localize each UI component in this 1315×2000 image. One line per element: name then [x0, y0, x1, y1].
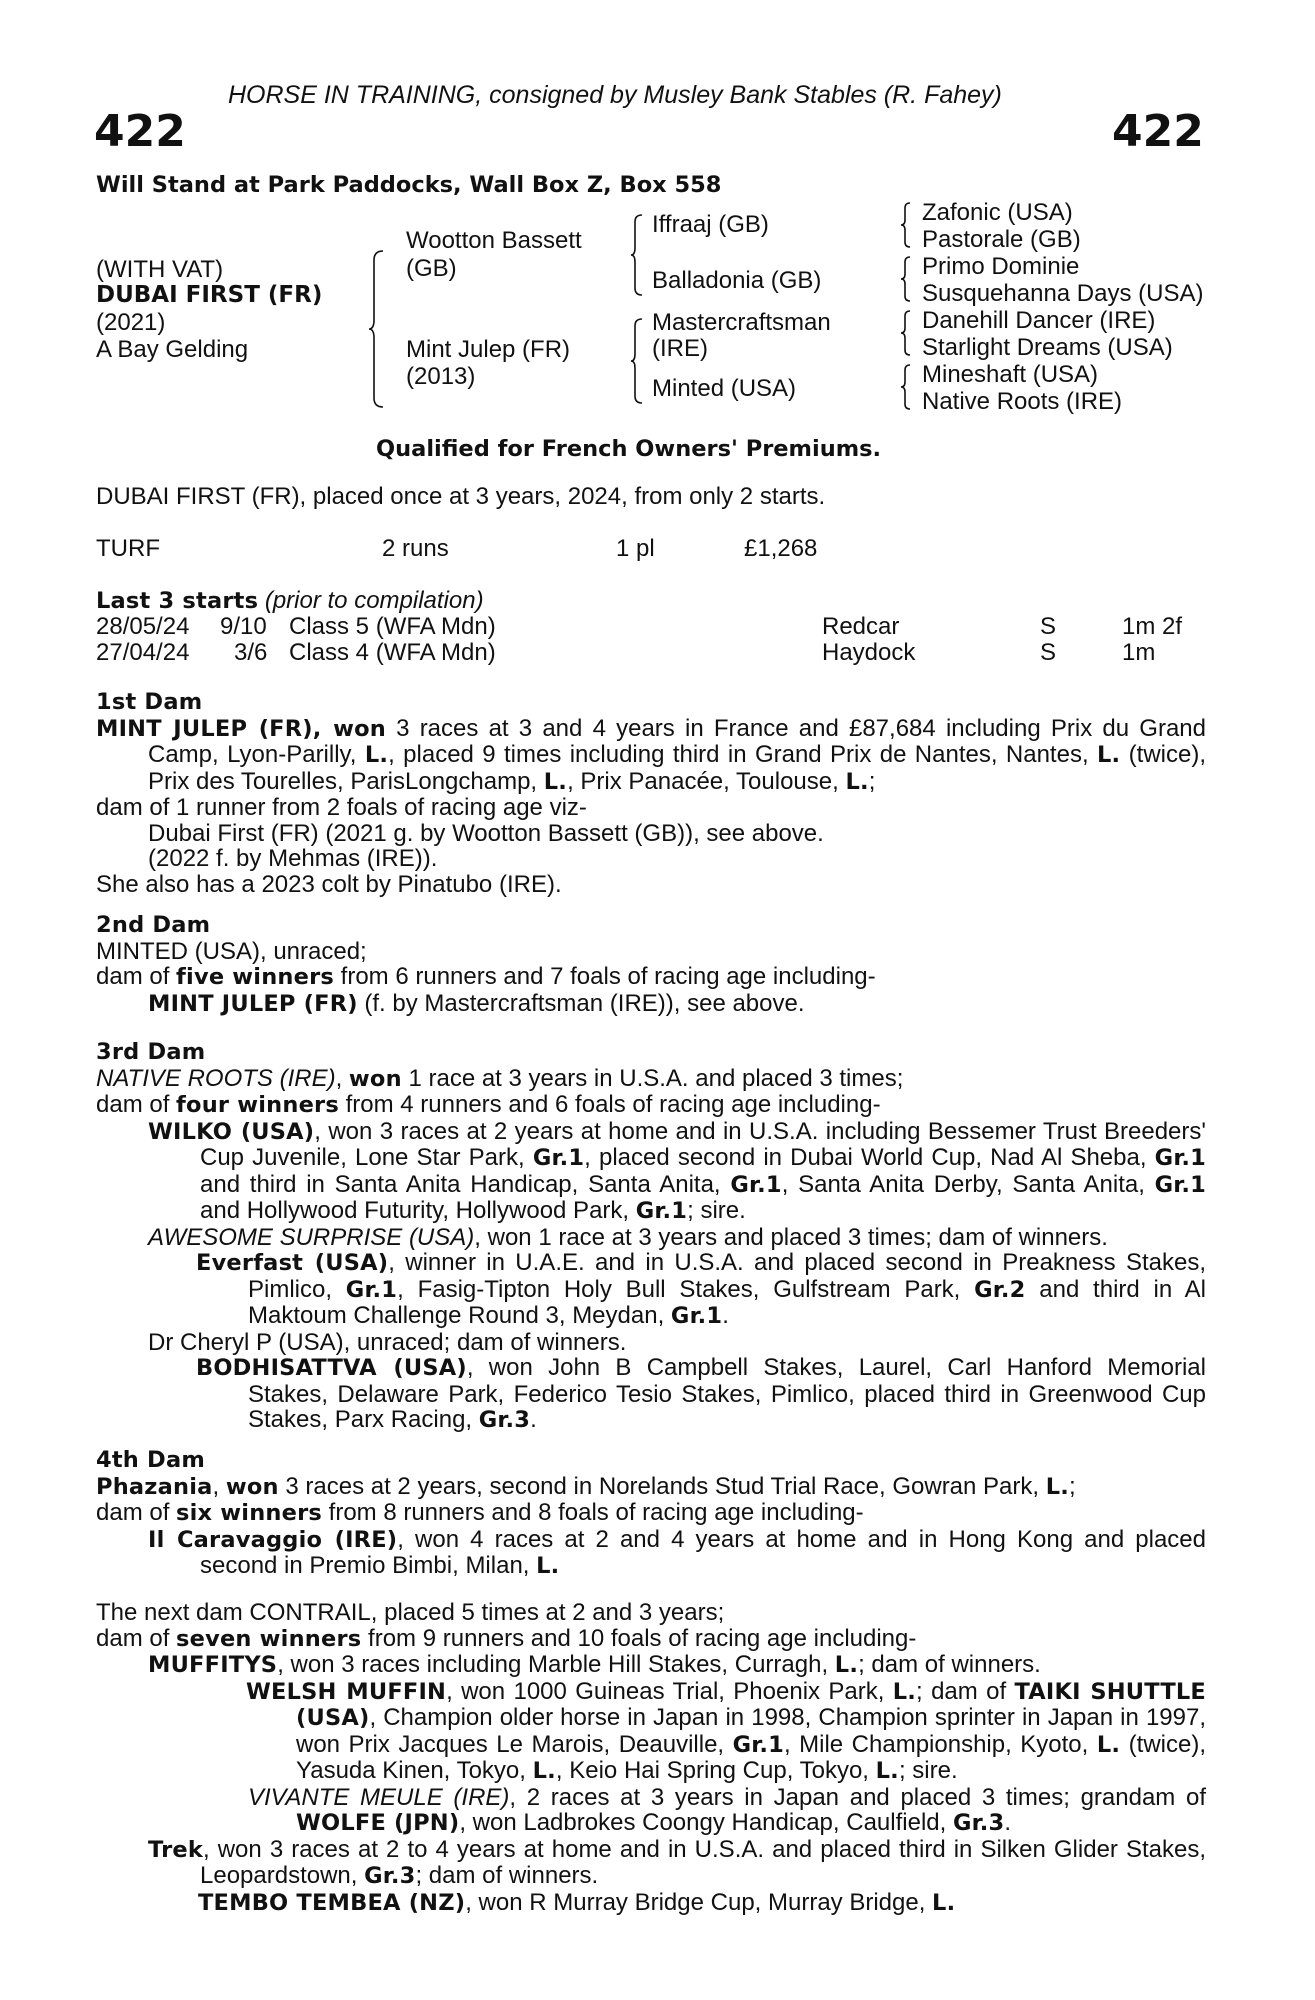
record-runs: 2 runs	[382, 535, 449, 562]
first-dam-section	[96, 690, 1206, 897]
sire-sire: Iffraaj (GB)	[652, 211, 769, 238]
dam-record: The next dam CONTRAIL, placed 5 times at 2 and 3 years;	[96, 1599, 725, 1626]
dam-of-line: dam of five winners from 6 runners and 7 foals of racing age including-	[96, 963, 876, 990]
dam-line1: Mint Julep (FR)	[406, 336, 571, 363]
dam-dam: Minted (USA)	[652, 375, 797, 402]
progeny-item: Il Caravaggio (IRE), won 4 races at 2 and 4 years at home and in Hong Kong and placed second in Premio Bimbi, Milan, L.	[148, 1525, 1207, 1579]
fourth-dam-section	[96, 1448, 1206, 1580]
sire-dam: Balladonia (GB)	[652, 267, 822, 294]
ggp-6: Starlight Dreams (USA)	[922, 334, 1173, 361]
lot-number-right: 422	[1112, 106, 1204, 157]
consignment-line: HORSE IN TRAINING, consigned by Musley Bank Stables (R. Fahey)	[228, 81, 1002, 109]
section-heading: 2nd Dam	[96, 912, 211, 938]
progeny-item: MUFFITYS, won 3 races including Marble Hill Stakes, Curragh, L.; dam of winners.	[148, 1651, 1041, 1678]
ggp-4: Susquehanna Days (USA)	[922, 280, 1204, 307]
progeny-item: VIVANTE MEULE (IRE), 2 races at 3 years in Japan and placed 3 times; grandam of WOLFE (JPN), won Ladbrokes Coongy Handicap, Caulfield, Gr.3.	[248, 1783, 1206, 1836]
also-line: She also has a 2023 colt by Pinatubo (IRE).	[96, 870, 562, 898]
ggp-1: Zafonic (USA)	[922, 199, 1073, 226]
dam-of-line: dam of 1 runner from 2 foals of racing age viz-	[96, 794, 587, 821]
stand-location: Will Stand at Park Paddocks, Wall Box Z, Box 558	[96, 172, 722, 198]
sire-line1: Wootton Bassett	[406, 227, 582, 254]
sire-brace	[630, 214, 644, 296]
ggp-brace-1	[900, 202, 912, 248]
horse-name: DUBAI FIRST (FR)	[96, 282, 323, 308]
vat-note: (WITH VAT)	[96, 256, 224, 283]
pedigree-brace	[368, 250, 386, 408]
premiums-note: Qualified for French Owners' Premiums.	[376, 436, 882, 462]
next-dam-section	[96, 1600, 1206, 1916]
progeny-item: WELSH MUFFIN, won 1000 Guineas Trial, Phoenix Park, L.; dam of TAIKI SHUTTLE (USA), Champion older horse in Japan in 1998, Champion sprinter in Japan in 1997, won Prix Jacques Le Marois, Deauville, Gr.1, Mile Championship, Kyoto, L. (twice), Yasuda Kinen, Tokyo, L., Keio Hai Spring Cup, Tokyo, L.; sire.	[246, 1677, 1206, 1784]
section-heading: 4th Dam	[96, 1447, 205, 1473]
record-prize: £1,268	[744, 535, 818, 562]
dam-brace	[630, 318, 644, 404]
ggp-2: Pastorale (GB)	[922, 226, 1081, 253]
progeny-item: TEMBO TEMBEA (NZ), won R Murray Bridge Cup, Murray Bridge, L.	[198, 1888, 956, 1916]
progeny-item: (2022 f. by Mehmas (IRE)).	[148, 845, 438, 872]
dam-record: Phazania, won 3 races at 2 years, second in Norelands Stud Trial Race, Gowran Park, L.;	[96, 1472, 1076, 1500]
record-placed: 1 pl	[616, 535, 655, 562]
dam-of-line: dam of seven winners from 9 runners and 10 foals of racing age including-	[96, 1624, 917, 1652]
progeny-item: MINT JULEP (FR) (f. by Mastercraftsman (IRE)), see above.	[148, 989, 805, 1017]
ggp-brace-2	[900, 256, 912, 302]
horse-description: A Bay Gelding	[96, 336, 249, 363]
ggp-brace-3	[900, 310, 912, 356]
catalogue-page: HORSE IN TRAINING, consigned by Musley Bank Stables (R. Fahey) 422 422 Will Stand at Park Paddocks, Wall Box Z, Box 558 (WITH VAT) DUBAI FIRST (FR) (2021) A Bay Gelding Wootton Bassett (GB) Mint Julep (FR) (2013) Iffraaj (GB) Balladonia (GB) Mastercraftsman (IRE) Minted (USA) Zafonic (USA) Pastorale (GB) Primo Dominie Susquehanna Days (USA) Danehill Dancer (IRE) Starlight Dreams (USA) Mineshaft (USA) Native Roots (IRE) Qualified for French Owners' Premiums. DUBAI FIRST (FR), placed once at 3 years, 2024, from only 2 starts. TURF 2 runs 1 pl £1,268 Last 3 starts (prior to compilation) 28/05/24 9/10 Class 5 (WFA Mdn) Redcar S 1m 2f 27/04/24 3/6 Class 4 (WFA Mdn) Haydock S 1m 1st Dam MINT JULEP (FR), won 3 races at 3 and 4 years in France and £87,684 including Prix du Grand Camp, Lyon-Parilly, L., placed 9 times including third in Grand Prix de Nantes, Nantes, L. (twice), Prix des Tourelles, ParisLongchamp, L., Prix Panacée, Toulouse, L.; dam of 1 runner from 2 foals of racing age viz- Dubai First (FR) (2021 g. by Wootton Bassett (GB)), see above. (2022 f. by Mehmas (IRE)). She also has a 2023 colt by Pinatubo (IRE). 2nd Dam MINTED (USA), unraced; dam of five winners from 6 runners and 7 foals of racing age including- MINT JULEP (FR) (f. by Mastercraftsman (IRE)), see above. 3rd Dam NATIVE ROOTS (IRE), won 1 race at 3 years in U.S.A. and placed 3 times; dam of four winners from 4 runners and 6 foals of racing age including- WILKO (USA), won 3 races at 2 years at home and in U.S.A. including Bessemer Trust Breeders' Cup Juvenile, Lone Star Park, Gr.1, placed second in Dubai World Cup, Nad Al Sheba, Gr.1 and third in Santa Anita Handicap, Santa Anita, Gr.1, Santa Anita Derby, Santa Anita, Gr.1 and Hollywood Futurity, Hollywood Park, Gr.1; sire. AWESOME SURPRISE (USA), won 1 race at 3 years and placed 3 times; dam of winners. Everfast (USA), winner in U.A.E. and in U.S.A. and placed second in Preakness Stakes, Pimlico, Gr.1, Fasig-Tipton Holy Bull Stakes, Gulfstream Park, Gr.2 and third in Al Maktoum Challenge Round 3, Meydan, Gr.1. Dr Cheryl P (USA), unraced; dam of winners. BODHISATTVA (USA), won John B Campbell Stakes, Laurel, Carl Hanford Memorial Stakes, Delaware Park, Federico Tesio Stakes, Pimlico, placed third in Greenwood Cup Stakes, Parx Racing, Gr.3. 4th Dam Phazania, won 3 races at 2 years, second in Norelands Stud Trial Race, Gowran Park, L.; dam of six winners from 8 runners and 8 foals of racing age including- Il Caravaggio (IRE), won 4 races at 2 and 4 years at home and in Hong Kong and placed second in Premio Bimbi, Milan, L. The next dam CONTRAIL, placed 5 times at 2 and 3 years; dam of seven winners from 9 runners and 10 foals of racing age including- MUFFITYS, won 3 races including Marble Hill Stakes, Curragh, L.; dam of winners. WELSH MUFFIN, won 1000 Guineas Trial, Phoenix Park, L.; dam of TAIKI SHUTTLE (USA), Champion older horse in Japan in 1998, Champion sprinter in Japan in 1997, won Prix Jacques Le Marois, Deauville, Gr.1, Mile Championship, Kyoto, L. (twice), Yasuda Kinen, Tokyo, L., Keio Hai Spring Cup, Tokyo, L.; sire. VIVANTE MEULE (IRE), 2 races at 3 years in Japan and placed 3 times; grandam of WOLFE (JPN), won Ladbrokes Coongy Handicap, Caulfield, Gr.3. Trek, won 3 races at 2 to 4 years at home and in U.S.A. and placed third in Silken Glider Stakes, Leopardstown, Gr.3; dam of winners. TEMBO TEMBEA (NZ), won R Murray Bridge Cup, Murray Bridge, L.	[94, 81, 1207, 1916]
ggp-8: Native Roots (IRE)	[922, 388, 1123, 415]
progeny-item: Everfast (USA), winner in U.A.E. and in U.S.A. and placed second in Preakness Stakes, Pimlico, Gr.1, Fasig-Tipton Holy Bull Stakes, Gulfstream Park, Gr.2 and third in Al Maktoum Challenge Round 3, Meydan, Gr.1.	[196, 1249, 1206, 1329]
progeny-item: AWESOME SURPRISE (USA), won 1 race at 3 years and placed 3 times; dam of winners.	[148, 1223, 1108, 1251]
ggp-brace-4	[900, 364, 912, 410]
section-heading: 1st Dam	[96, 689, 203, 715]
dam-sire-line2: (IRE)	[652, 335, 708, 362]
dam-sire-line1: Mastercraftsman	[652, 309, 831, 336]
sire-line2: (GB)	[406, 255, 457, 282]
record-surface: TURF	[96, 535, 160, 562]
progeny-item: WILKO (USA), won 3 races at 2 years at home and in U.S.A. including Bessemer Trust Breeders' Cup Juvenile, Lone Star Park, Gr.1, placed second in Dubai World Cup, Nad Al Sheba, Gr.1 and third in Santa Anita Handicap, Santa Anita, Gr.1, Santa Anita Derby, Santa Anita, Gr.1 and Hollywood Futurity, Hollywood Park, Gr.1; sire.	[148, 1117, 1207, 1224]
horse-year: (2021)	[96, 309, 166, 336]
dam-line2: (2013)	[406, 363, 476, 390]
third-dam-section	[96, 1040, 1206, 1434]
progeny-item: Dr Cheryl P (USA), unraced; dam of winners.	[148, 1328, 627, 1356]
progeny-item: Trek, won 3 races at 2 to 4 years at home and in U.S.A. and placed third in Silken Glider Stakes, Leopardstown, Gr.3; dam of winners.	[148, 1835, 1206, 1889]
progeny-item: Dubai First (FR) (2021 g. by Wootton Bassett (GB)), see above.	[148, 819, 824, 847]
lot-number-left: 422	[94, 106, 186, 157]
dam-of-line: dam of four winners from 4 runners and 6 foals of racing age including-	[96, 1091, 881, 1118]
dam-record: NATIVE ROOTS (IRE), won 1 race at 3 years in U.S.A. and placed 3 times;	[96, 1064, 904, 1092]
ggp-3: Primo Dominie	[922, 253, 1080, 280]
ggp-7: Mineshaft (USA)	[922, 361, 1099, 388]
dam-record: MINT JULEP (FR), won 3 races at 3 and 4 years in France and £87,684 including Prix du Grand Camp, Lyon-Parilly, L., placed 9 times including third in Grand Prix de Nantes, Nantes, L. (twice), Prix des Tourelles, ParisLongchamp, L., Prix Panacée, Toulouse, L.;	[96, 714, 1207, 795]
race-summary: DUBAI FIRST (FR), placed once at 3 years, 2024, from only 2 starts.	[96, 483, 826, 510]
progeny-item: BODHISATTVA (USA), won John B Campbell Stakes, Laurel, Carl Hanford Memorial Stakes, Delaware Park, Federico Tesio Stakes, Pimlico, placed third in Greenwood Cup Stakes, Parx Racing, Gr.3.	[196, 1354, 1206, 1433]
last-starts-heading: Last 3 starts (prior to compilation)	[96, 587, 484, 614]
section-heading: 3rd Dam	[96, 1039, 206, 1065]
dam-of-line: dam of six winners from 8 runners and 8 foals of racing age including-	[96, 1499, 864, 1526]
ggp-5: Danehill Dancer (IRE)	[922, 307, 1156, 334]
second-dam-section	[96, 913, 1206, 1017]
dam-record: MINTED (USA), unraced;	[96, 937, 367, 965]
